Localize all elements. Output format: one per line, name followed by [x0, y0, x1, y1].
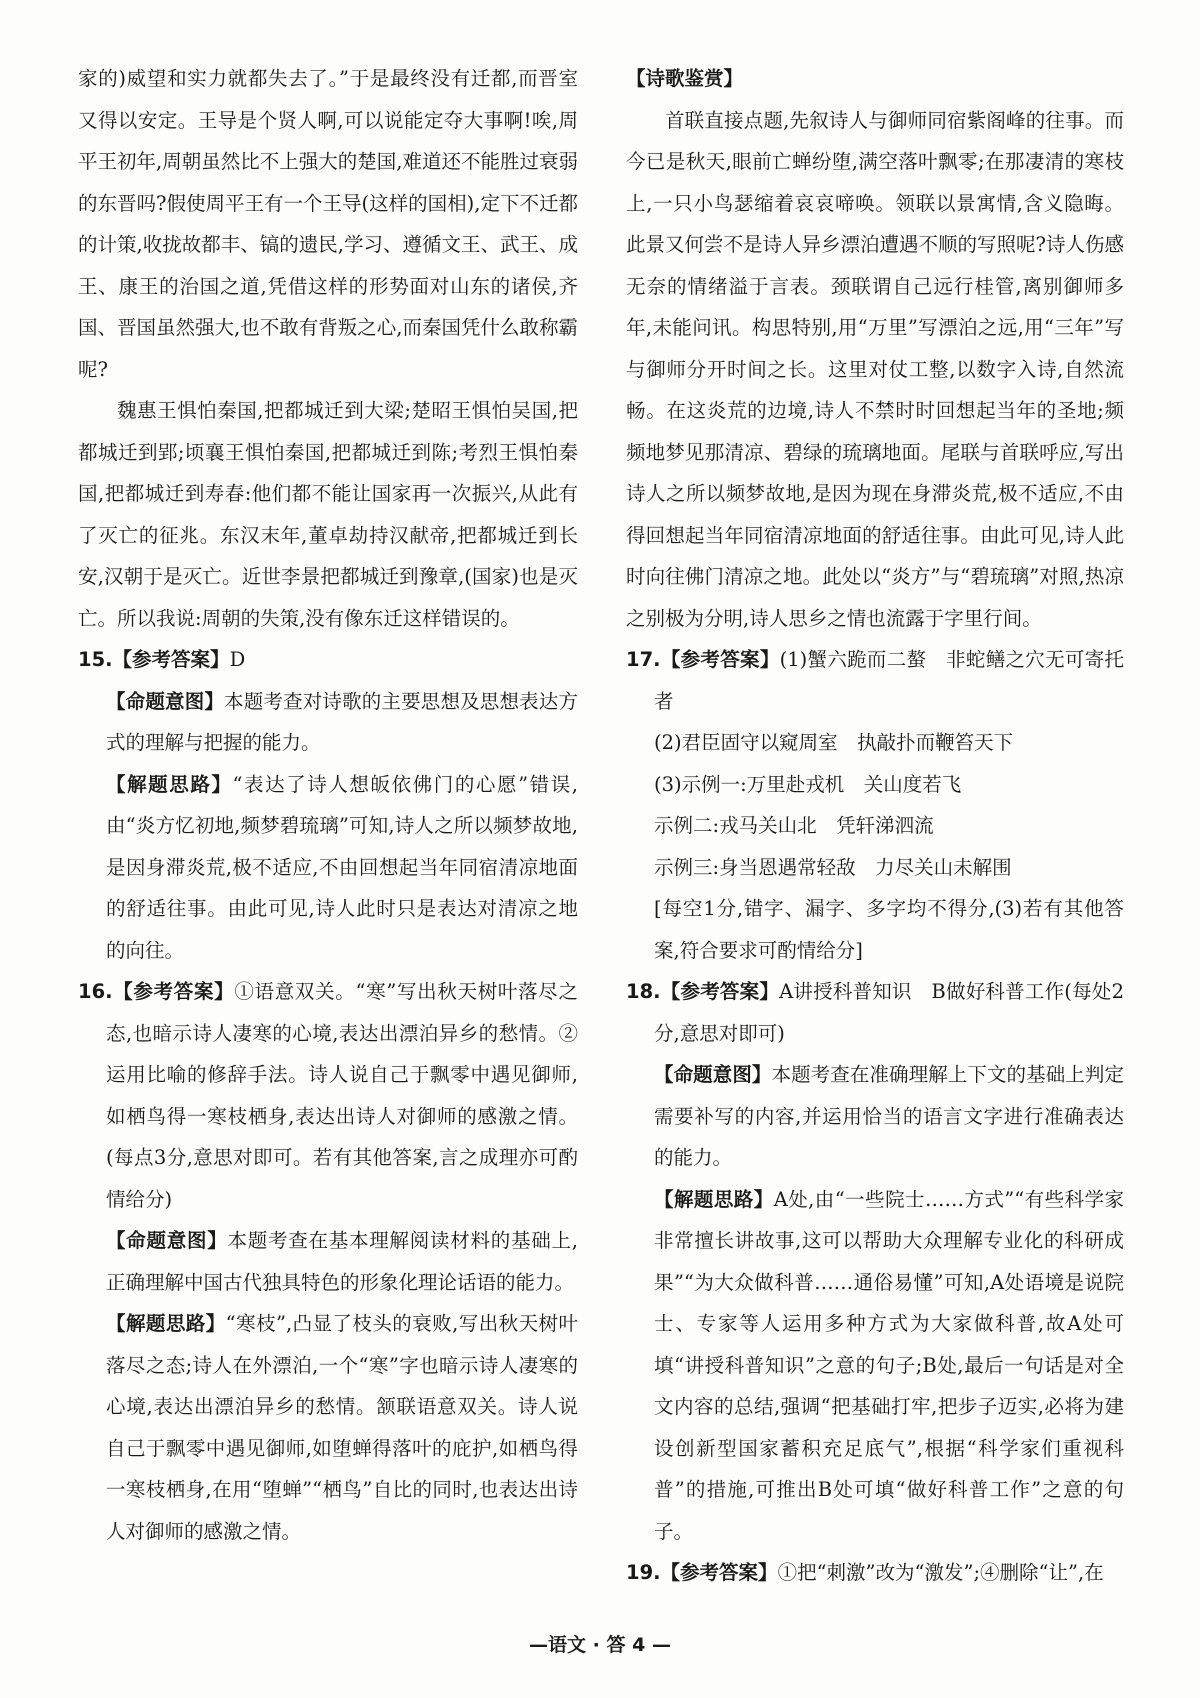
intent-text: 本题考查对诗歌的主要思想及思想表达方式的理解与把握的能力。	[106, 689, 578, 754]
translation-paragraph-1: 家的)威望和实力就都失去了。”于是最终没有迁都,而晋室又得以安定。王导是个贤人啊,可以说能定夺大事啊!唉,周平王初年,周朝虽然比不上强大的楚国,难道还不能胜过衰弱的东晋吗?假使周平王有一个王导(这样的国相),定下不迁都的计策,收拢故都丰、镐的遗民,学习、遵循文王、武王、成王、康王的治国之道,凭借这样的形势面对山东的诸侯,齐国、晋国虽然强大,也不敢有背叛之心,而秦国凭什么敢称霸呢?	[78, 67, 578, 381]
poem-appreciation-tag: 【诗歌鉴赏】	[626, 67, 744, 90]
question-number: 16.	[78, 980, 113, 1003]
question-number: 18.	[626, 980, 661, 1003]
poem-appreciation-text: 首联直接点题,先叙诗人与御师同宿紫阁峰的往事。而今已是秋天,眼前亡蝉纷堕,满空落叶飘零;在那凄清的寒枝上,一只小鸟瑟缩着哀哀啼唤。领联以景寓情,含义隐晦。此景又何尝不是诗人异乡漂泊遭遇不顺的写照呢?诗人伤感无奈的情绪溢于言表。颈联谓自己远行桂管,离别御师多年,未能问讯。构思特别,用“万里”写漂泊之远,用“三年”写与御师分开时间之长。这里对仗工整,以数字入诗,自然流畅。在这炎荒的边境,诗人不禁时时回想起当年的圣地;频频地梦见那清凉、碧绿的琉璃地面。尾联与首联呼应,写出诗人之所以频梦故地,是因为现在身滞炎荒,极不适应,不由得回想起当年同宿清凉地面的舒适往事。由此可见,诗人此时向往佛门清凉之地。此处以“炎方”与“碧琉璃”对照,热凉之别极为分明,诗人思乡之情也流露于字里行间。	[626, 108, 1124, 630]
translation-paragraph-2: 魏惠王惧怕秦国,把都城迁到大梁;楚昭王惧怕吴国,把都城迁到郢;顷襄王惧怕秦国,把都城迁到陈;考烈王惧怕秦国,把都城迁到寿春:他们都不能让国家再一次振兴,从此有了灭亡的征兆。东汉末年,董卓劫持汉献帝,把都城迁到长安,汉朝于是灭亡。近世李景把都城迁到豫章,(国家)也是灭亡。所以我说:周朝的失策,没有像东迁这样错误的。	[78, 399, 578, 630]
question-16	[78, 971, 578, 1552]
right-column	[626, 58, 1124, 1594]
answer-line-2: (2)君臣固守以窥周室 执敲扑而鞭笞天下	[654, 731, 1014, 754]
question-number: 15.	[78, 648, 113, 671]
scoring-note: [每空1分,错字、漏字、多字均不得分,(3)若有其他答案,符合要求可酌情给分]	[654, 897, 1124, 962]
answer-tag: 【参考答案】	[112, 980, 235, 1003]
reason-text: “表达了诗人想皈依佛门的心愿”错误,由“炎方忆初地,频梦碧琉璃”可知,诗人之所以频梦故地,是因身滞炎荒,极不适应,不由回想起当年同宿清凉地面的舒适往事。由此可见,诗人此时只是表达对清凉之地的向往。	[106, 772, 578, 962]
answer-line-5: 示例三:身当恩遇常轻敌 力尽关山未解围	[654, 855, 1012, 879]
reason-tag: 【解题思路】	[106, 1312, 226, 1335]
intent-text: 本题考查在准确理解上下文的基础上判定需要补写的内容,并运用恰当的语言文字进行准确表达的能力。	[654, 1063, 1124, 1169]
answer-line-3: (3)示例一:万里赴戎机 关山度若飞	[654, 772, 962, 796]
question-17	[626, 639, 1124, 971]
left-column	[78, 58, 578, 1552]
question-number: 17.	[626, 648, 661, 671]
answer-text: A讲授科普知识 B做好科普工作(每处2分,意思对即可)	[654, 980, 1124, 1045]
reason-tag: 【解题思路】	[654, 1187, 774, 1211]
question-19	[626, 1552, 1124, 1594]
answer-text: ①把“刺激”改为“激发”;④删除“让”,在	[777, 1561, 1104, 1584]
answer-line-1: (1)蟹六跪而二螯 非蛇鳝之穴无可寄托者	[654, 648, 1124, 713]
question-15	[78, 639, 578, 971]
question-number: 19.	[626, 1561, 661, 1584]
answer-tag: 【参考答案】	[660, 980, 780, 1003]
question-18	[626, 971, 1124, 1552]
reason-tag: 【解题思路】	[106, 772, 233, 796]
answer-text: D	[229, 648, 246, 671]
intent-text: 本题考查在基本理解阅读材料的基础上,正确理解中国古代独具特色的形象化理论话语的能力。	[106, 1229, 578, 1294]
page-footer: —语文 · 答 4 —	[529, 1634, 671, 1656]
answer-tag: 【参考答案】	[660, 648, 780, 671]
answer-tag: 【参考答案】	[660, 1561, 778, 1584]
reason-text: “寒枝”,凸显了枝头的衰败,写出秋天树叶落尽之态;诗人在外漂泊,一个“寒”字也暗示诗人凄寒的心境,表达出漂泊异乡的愁情。颔联语意双关。诗人说自己于飘零中遇见御师,如堕蝉得落叶的庇护,如栖鸟得一寒枝栖身,在用“堕蝉”“栖鸟”自比的同时,也表达出诗人对御师的感激之情。	[106, 1312, 578, 1543]
answer-line-4: 示例二:戎马关山北 凭轩涕泗流	[654, 814, 934, 837]
intent-tag: 【命题意图】	[654, 1063, 772, 1086]
answer-tag: 【参考答案】	[112, 648, 230, 671]
answer-text: ①语意双关。“寒”写出秋天树叶落尽之态,也暗示诗人凄寒的心境,表达出漂泊异乡的愁情。②运用比喻的修辞手法。诗人说自己于飘零中遇见御师,如栖鸟得一寒枝栖身,表达出诗人对御师的感激之情。(每点3分,意思对即可。若有其他答案,言之成理亦可酌情给分)	[106, 980, 578, 1211]
intent-tag: 【命题意图】	[106, 1229, 228, 1252]
intent-tag: 【命题意图】	[106, 689, 225, 713]
reason-text: A处,由“一些院士……方式”“有些科学家非常擅长讲故事,这可以帮助大众理解专业化的科研成果”“为大众做科普……通俗易懂”可知,A处语境是说院士、专家等人运用多种方式为大家做科普,故A处可填“讲授科普知识”之意的句子;B处,最后一句话是对全文内容的总结,强调“把基础打牢,把步子迈实,必将为建设创新型国家蓄积充足底气”,根据“科学家们重视科普”的措施,可推出B处可填“做好科普工作”之意的句子。	[654, 1187, 1124, 1543]
